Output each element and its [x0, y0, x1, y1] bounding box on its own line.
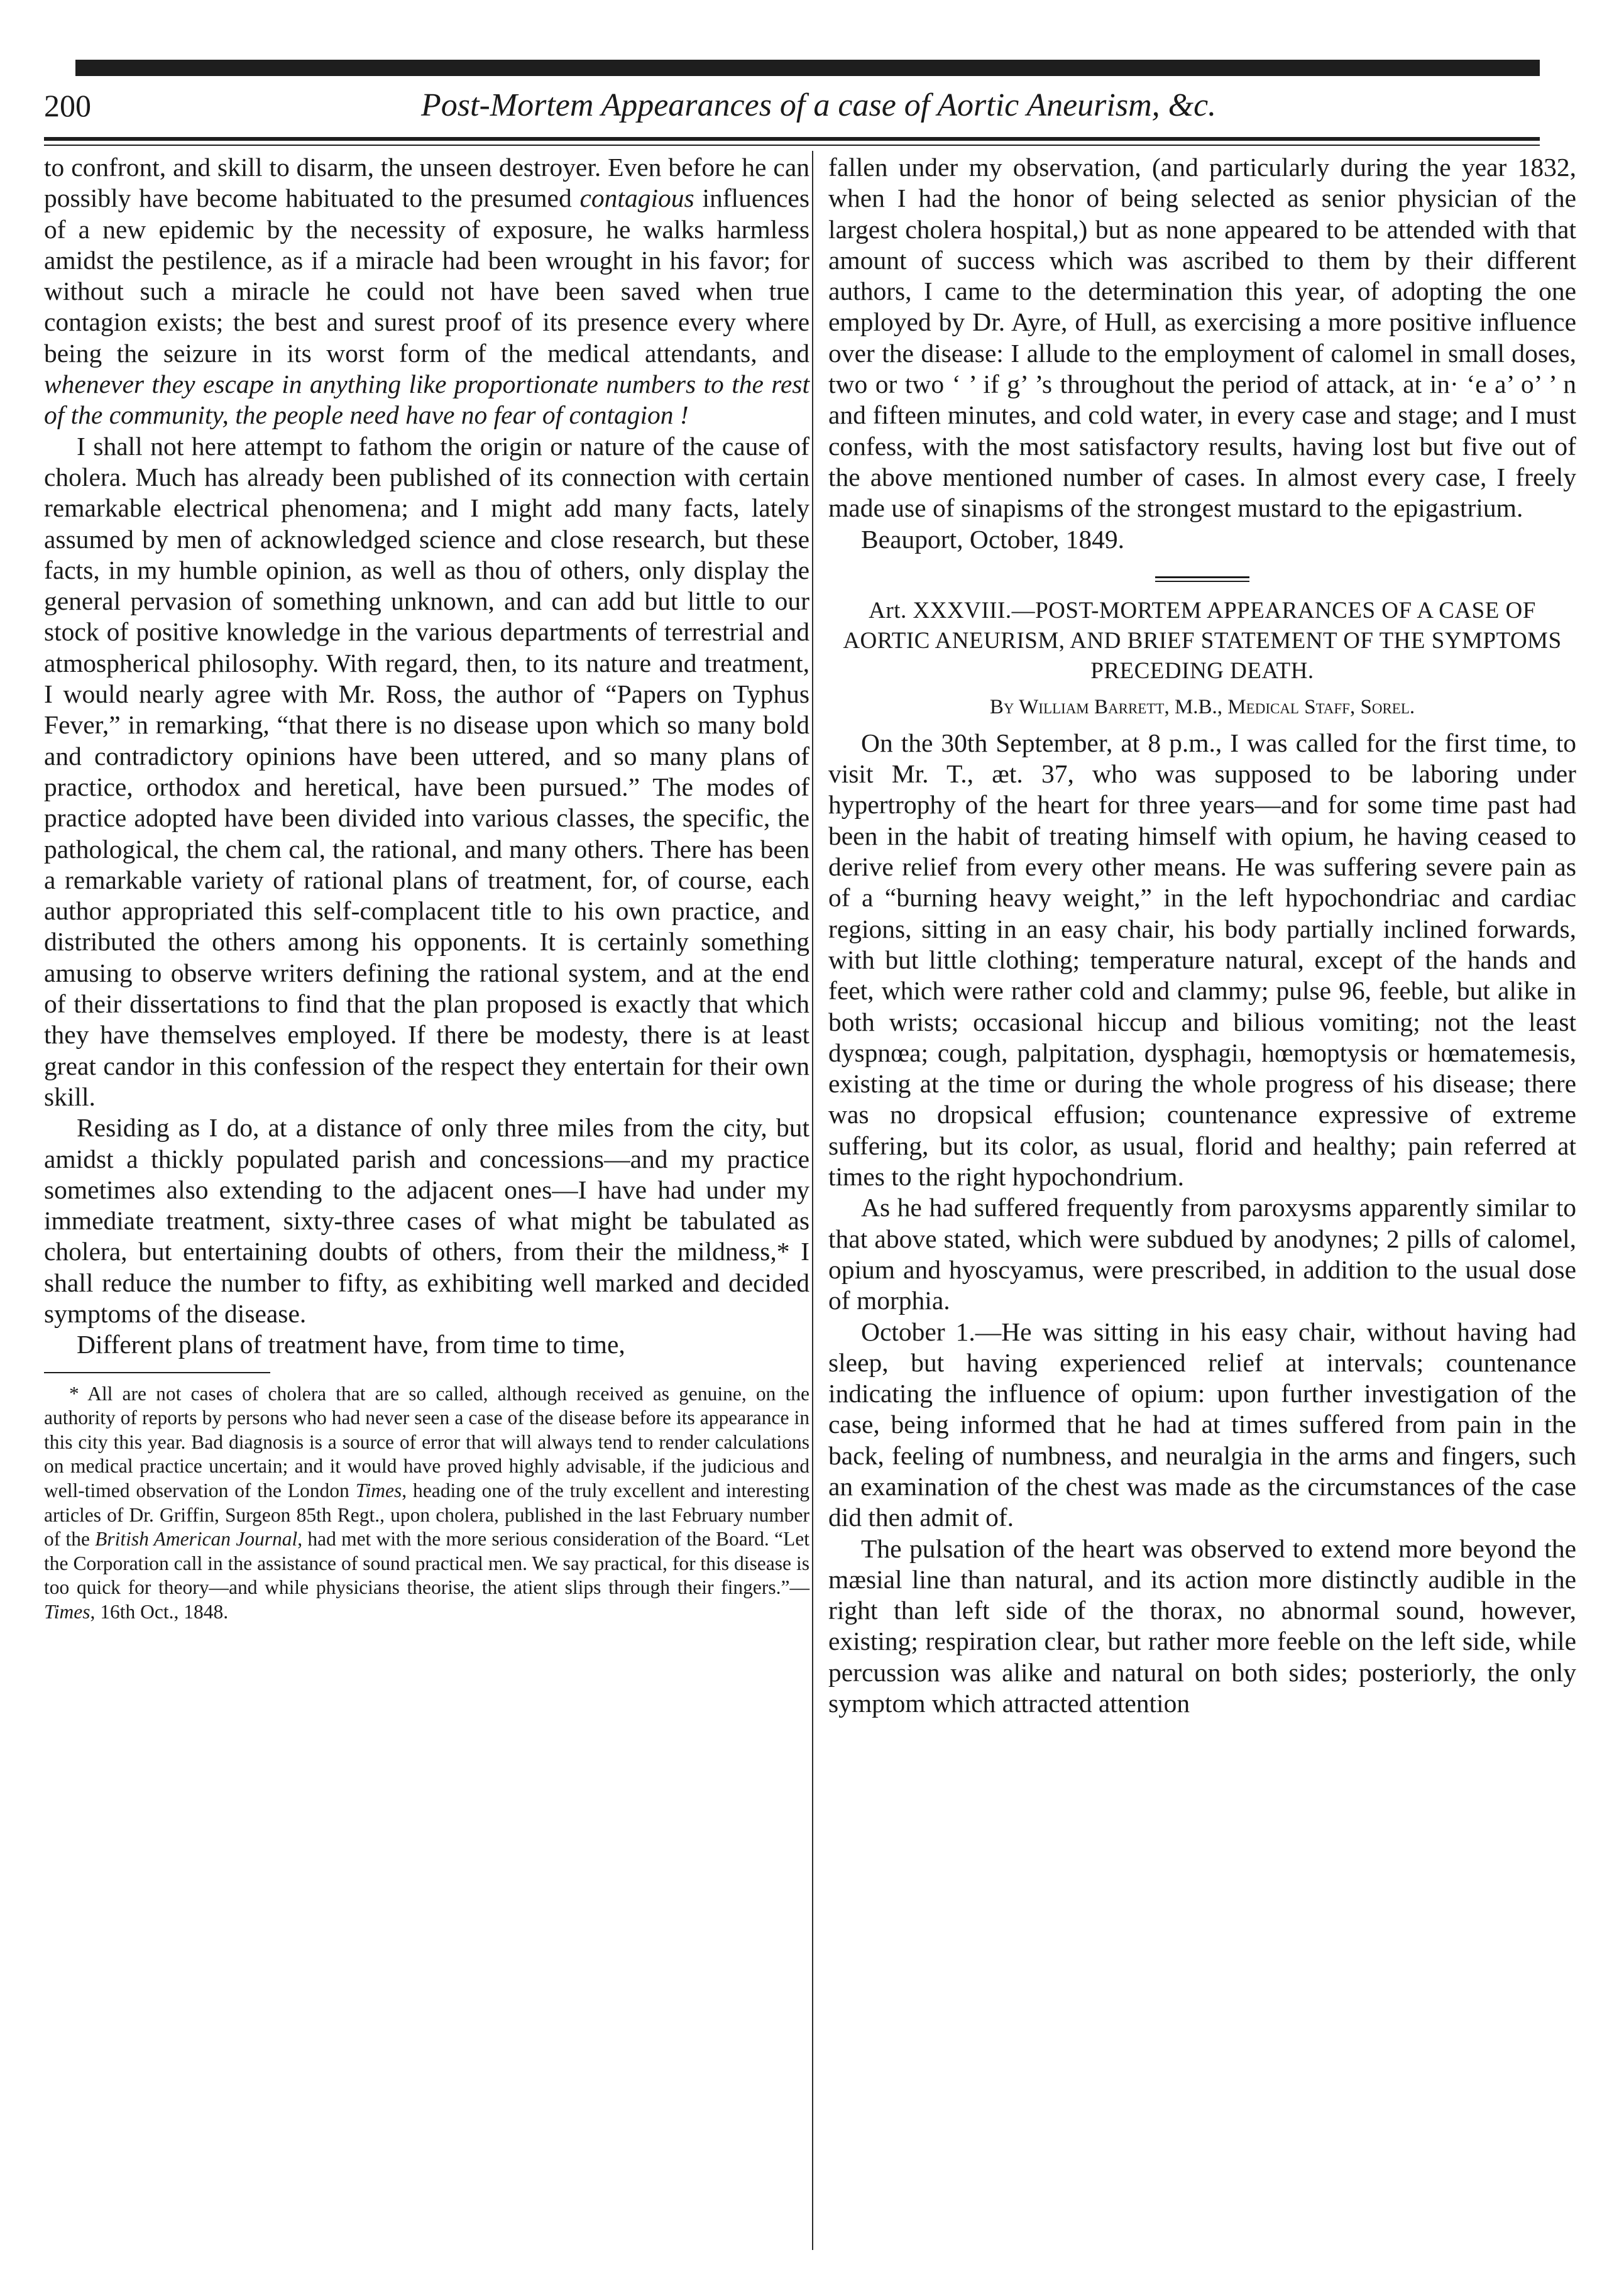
header-rule: [44, 137, 1540, 141]
paragraph-heart-pulsation: The pulsation of the heart was observed to extend more beyond the mæsial line than natural, and its action more distinctly audible in the right than left side of the thorax, no abnormal sound, however, existing; respiration clear, but rather more feeble on the left side, while percussion was alike and natural on both sides; posteriorly, the only symptom which attracted attention: [828, 1534, 1576, 1718]
article-separator-rule: [1155, 576, 1249, 578]
page-number: 200: [44, 88, 91, 123]
column-divider: [812, 151, 813, 2250]
emphasis-conclusion: whenever they escape in anything like proportionate numbers to the rest of the community, the people need have no fear of contagion !: [44, 370, 809, 430]
dateline: Beauport, October, 1849.: [861, 524, 1124, 554]
paragraph-calomel-treatment: fallen under my observation, (and particularly during the year 1832, when I had the honor of being selected as senior physician of the largest cholera hospital,) but as none appeared to be attended with that amount of success which was ascribed to them by their different authors, I came to the determination this year, of adopting the one employed by Dr. Ayre, of Hull, as exercising a more positive influence over the disease: I allude to the employment of calomel in small doses, two or two ‘ ’ if g’ ’s throughout the period of attack, at in· ‘e a’ o’ ’ n and fifteen minutes, and cold water, in every case and stage; and I must confess, with the most satisfactory results, having lost but five out of the above mentioned number of cases. In almost every case, I freely made use of sinapisms of the strongest mustard to the epigastrium.: [828, 153, 1576, 523]
left-column: [44, 152, 809, 1625]
paragraph-residence-cases: Residing as I do, at a distance of only three miles from the city, but amidst a thickly populated parish and concessions—and my practice sometimes also extending to the adjacent ones—I have had under my immediate treatment, sixty-three cases of what might be tabulated as cholera, but entertaining doubts of others, from their the mildness,* I shall reduce the number to fifty, as exhibiting well marked and decided symptoms of the disease.: [44, 1113, 809, 1328]
page-header: [44, 80, 1552, 137]
article-title: Art. XXXVIII.—POST-MORTEM APPEARANCES OF A CASE OF AORTIC ANEURISM, AND BRIEF STATEMENT OF THE SYMPTOMS PRECEDING DEATH.: [843, 597, 1562, 684]
header-rule-thin: [44, 145, 1540, 146]
emphasis-contagious: contagious: [579, 184, 694, 213]
paragraph-prescription: As he had suffered frequently from paroxysms apparently similar to that above stated, which were subdued by anodynes; 2 pills of calomel, opium and hyoscyamus, were prescribed, in addition to the usual dose of morphia.: [828, 1193, 1576, 1315]
footnote-rule: [44, 1372, 270, 1373]
article-separator-rule-thin: [1155, 581, 1249, 582]
right-column: [828, 152, 1576, 1719]
top-ornamental-rule: [75, 60, 1540, 76]
paragraph-first-visit: On the 30th September, at 8 p.m., I was called for the first time, to visit Mr. T., æt. 37, who was supposed to be laboring under hypertrophy of the heart for three years—and for some time past had been in the habit of treating himself with opium, he having ceased to derive relief from every other means. He was suffering severe pain as of a “burning heavy weight,” in the left hypochondriac and cardiac regions, sitting in an easy chair, his body partially inclined forwards, with but little clothing; temperature natural, except of the hands and feet, which were rather cold and clammy; pulse 96, feeble, but alike in both wrists; occasional hiccup and bilious vomiting; not the least dyspnœa; cough, palpitation, dysphagiı, hœmoptysis or hœmatemesis, existing at the time or during the whole progress of his disease; there was no dropsical effusion; countenance expressive of extreme suffering, but its color, as usual, florid and healthy; pain referred at times to the right hypochondrium.: [828, 728, 1576, 1192]
footnote: * All are not cases of cholera that are so called, although received as genuine, on the authority of reports by persons who had never seen a case of the disease before its appearance in this city this year. Bad diagnosis is a source of error that will always tend to render calculations on medical practice uncertain; and it would have proved highly advisable, if the judicious and well-timed observation of the London Times, heading one of the truly excellent and interesting articles of Dr. Griffin, Surgeon 85th Regt., upon cholera, published in the last February number of the British American Journal, had met with the more serious consideration of the Board. “Let the Corporation call in the assistance of sound practical men. We say practical, for this disease is too quick for theory—and while physicians theorise, the atient slips through their fingers.”—Times, 16th Oct., 1848.: [44, 1382, 809, 1623]
article-byline: By William Barrett, M.B., Medical Staff, Sorel.: [989, 695, 1415, 718]
paragraph-cause-of-cholera: I shall not here attempt to fathom the origin or nature of the cause of cholera. Much has already been published of its connection with certain remarkable electrical phenomena; and I might add many facts, lately assumed by men of acknowledged science and close research, but these facts, in my humble opinion, as well as thou of others, only display the general pervasion of something unknown, and can add but little to our stock of positive knowledge in the various departments of terrestrial and atmospherical philosophy. With regard, then, to its nature and treatment, I would nearly agree with Mr. Ross, the author of “Papers on Typhus Fever,” in remarking, “that there is no disease upon which so many bold and contradictory opinions have been uttered, and so many plans of practice, orthodox and heretical, have been pursued.” The modes of practice adopted have been divided into various classes, the specific, the pathological, the chem cal, the rational, and many others. There has been a remarkable variety of rational plans of treatment, for, of course, each author appropriated this self-complacent title to his own practice, and distributed the others among his opponents. It is certainly something amusing to observe writers defining the rational system, and at the end of their dissertations to find that the plan proposed is exactly that which they have themselves employed. If there be modesty, there is at least great candor in this confession of the respect they entertain for their own skill.: [44, 431, 809, 1111]
running-title: Post-Mortem Appearances of a case of Aortic Aneurism, &c.: [421, 87, 1217, 123]
paragraph-contagion: to confront, and skill to disarm, the unseen destroyer. Even before he can possibly have become habituated to the presumed contagious influences of a new epidemic by the necessity of exposure, he walks harmless amidst the pestilence, as if a miracle had been wrought in his favor; for without such a miracle he could not have been saved when true contagion exists; the best and surest proof of its presence every where being the seizure in its worst form of the medical attendants, and whenever they escape in anything like proportionate numbers to the rest of the community, the people need have no fear of contagion !: [44, 153, 809, 430]
paragraph-october-first: October 1.—He was sitting in his easy chair, without having had sleep, but having experienced relief at intervals; countenance indicating the influence of opium: upon further investigation of the case, being informed that he had at times suffered from pain in the back, feeling of numbness, and neuralgia in the arms and fingers, such an examination of the chest was made as the circumstances of the case did then admit of.: [828, 1317, 1576, 1532]
paragraph-plans-of-treatment: Different plans of treatment have, from time to time,: [77, 1330, 625, 1359]
